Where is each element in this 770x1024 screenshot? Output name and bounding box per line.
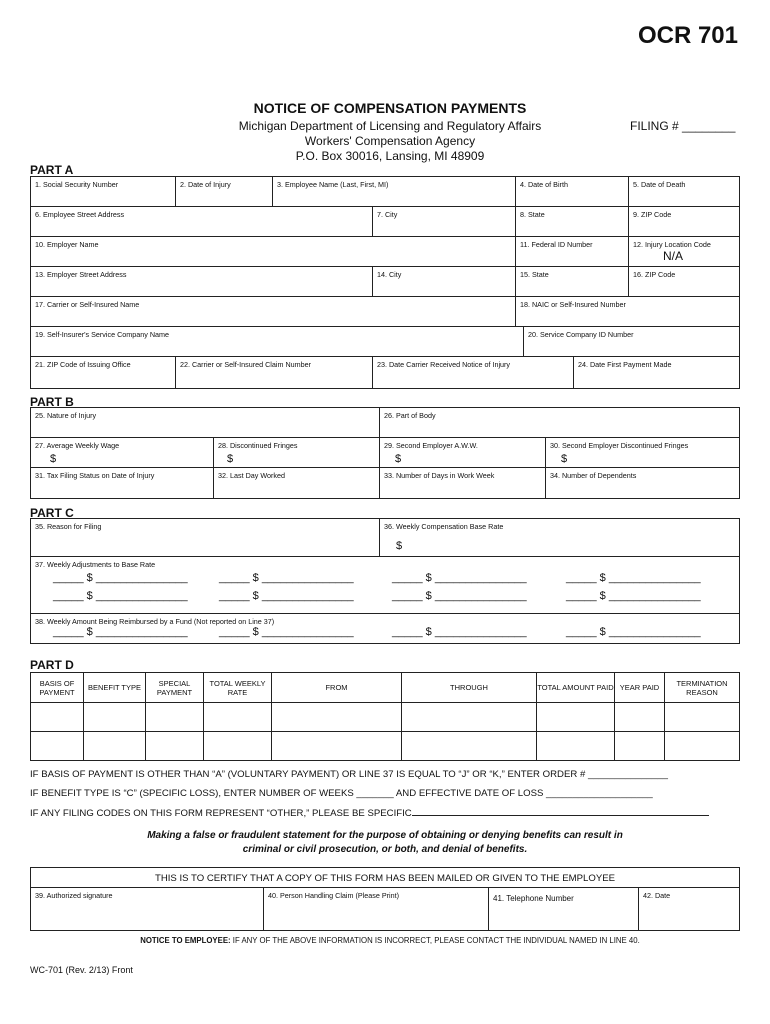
field-5-date-of-death[interactable]: 5. Date of Death (633, 180, 686, 189)
dollar-sign: $ (50, 453, 57, 465)
field-12-injury-location[interactable] (629, 237, 739, 266)
table-cell[interactable] (84, 732, 146, 761)
field-4-date-of-birth[interactable]: 4. Date of Birth (516, 177, 629, 206)
instruction-specific-loss: IF BENEFIT TYPE IS “C” (SPECIFIC LOSS), ENTER NUMBER OF WEEKS _______ AND EFFECTIVE DATE OF LOSS ____________________ (30, 788, 653, 799)
field-17-carrier-name[interactable]: 17. Carrier or Self-Insured Name (31, 297, 516, 326)
field-19-service-company[interactable]: 19. Self-Insurer's Service Company Name (31, 327, 524, 356)
table-cell[interactable] (537, 703, 615, 732)
field-32-last-day-worked[interactable]: 32. Last Day Worked (214, 468, 380, 498)
reimbursement-entry[interactable]: _____ $ _______________ (53, 626, 188, 638)
part-a-grid (30, 176, 740, 389)
field-42-date[interactable]: 42. Date (643, 891, 671, 900)
payment-table (30, 672, 740, 761)
reimbursement-entry[interactable]: _____ $ _______________ (566, 626, 701, 638)
col-benefit-type: BENEFIT TYPE (84, 673, 146, 703)
field-38-fund-reimbursement (31, 613, 739, 645)
form-title: NOTICE OF COMPENSATION PAYMENTS (253, 100, 527, 116)
col-from: FROM (272, 673, 402, 703)
field-8-state[interactable]: 8. State (516, 207, 629, 236)
field-37-label: 37. Weekly Adjustments to Base Rate (35, 560, 156, 569)
adjustment-entry[interactable]: _____ $ _______________ (219, 572, 354, 584)
field-34-dependents[interactable]: 34. Number of Dependents (550, 471, 637, 480)
agency-line-2: Workers' Compensation Agency (304, 134, 476, 148)
field-25-nature-of-injury[interactable]: 25. Nature of Injury (31, 408, 380, 437)
reimbursement-entry[interactable]: _____ $ _______________ (219, 626, 354, 638)
dollar-sign: $ (227, 453, 234, 465)
adjustment-entry[interactable]: _____ $ _______________ (53, 590, 188, 602)
part-b-heading: PART B (30, 395, 74, 409)
table-cell[interactable] (146, 732, 204, 761)
table-cell[interactable] (537, 732, 615, 761)
col-year-paid: YEAR PAID (615, 673, 665, 703)
field-30-label: 30. Second Employer Discontinued Fringes (550, 441, 689, 450)
field-35-reason-for-filing[interactable]: 35. Reason for Filing (31, 519, 380, 556)
field-12-value: N/A (663, 249, 684, 263)
table-row (31, 732, 740, 761)
table-cell[interactable] (402, 732, 537, 761)
reimbursement-entry[interactable]: _____ $ _______________ (392, 626, 527, 638)
field-24-first-payment[interactable]: 24. Date First Payment Made (578, 360, 672, 369)
dollar-sign: $ (395, 453, 402, 465)
field-33-days-in-work-week[interactable]: 33. Number of Days in Work Week (380, 468, 546, 498)
field-21-zip-issuing-office[interactable]: 21. ZIP Code of Issuing Office (31, 357, 176, 388)
table-cell[interactable] (665, 703, 740, 732)
adjustment-entry[interactable]: _____ $ _______________ (392, 572, 527, 584)
notice-label: NOTICE TO EMPLOYEE: (140, 936, 231, 945)
table-cell[interactable] (402, 703, 537, 732)
field-27-label: 27. Average Weekly Wage (35, 441, 120, 450)
certification-heading: THIS IS TO CERTIFY THAT A COPY OF THIS FORM HAS BEEN MAILED OR GIVEN TO THE EMPLOYEE (31, 868, 739, 888)
field-22-claim-number[interactable]: 22. Carrier or Self-Insured Claim Number (176, 357, 373, 388)
notice-text: IF ANY OF THE ABOVE INFORMATION IS INCORRECT, PLEASE CONTACT THE INDIVIDUAL NAMED IN LINE 40. (230, 936, 640, 945)
table-cell[interactable] (146, 703, 204, 732)
table-cell[interactable] (31, 703, 84, 732)
field-6-employee-address[interactable]: 6. Employee Street Address (31, 207, 373, 236)
instruction-other-codes (30, 807, 709, 819)
field-18-naic-number[interactable]: 18. NAIC or Self-Insured Number (520, 300, 626, 309)
field-12-label: 12. Injury Location Code (633, 240, 711, 249)
col-total-amount-paid: TOTAL AMOUNT PAID (537, 673, 615, 703)
part-d-heading: PART D (30, 658, 74, 672)
certification-box (30, 867, 740, 931)
table-row (31, 703, 740, 732)
field-27-avg-weekly-wage[interactable] (31, 438, 214, 467)
part-c-grid (30, 518, 740, 644)
field-37-adjustments (31, 557, 739, 613)
col-termination-reason: TERMINATION REASON (665, 673, 740, 703)
field-7-city[interactable]: 7. City (373, 207, 516, 236)
table-cell[interactable] (272, 703, 402, 732)
field-40-person-handling[interactable]: 40. Person Handling Claim (Please Print) (264, 888, 489, 930)
part-b-grid (30, 407, 740, 499)
field-23-date-received[interactable]: 23. Date Carrier Received Notice of Injury (373, 357, 574, 388)
table-cell[interactable] (615, 732, 665, 761)
field-28-label: 28. Discontinued Fringes (218, 441, 298, 450)
field-28-discontinued-fringes[interactable] (214, 438, 380, 467)
notice-to-employee (0, 936, 770, 945)
field-10-employer-name[interactable]: 10. Employer Name (31, 237, 516, 266)
table-cell[interactable] (615, 703, 665, 732)
field-1-ssn[interactable]: 1. Social Security Number (31, 177, 176, 206)
part-a-heading: PART A (30, 163, 74, 177)
agency-line-3: P.O. Box 30016, Lansing, MI 48909 (295, 149, 485, 163)
field-20-service-company-id[interactable]: 20. Service Company ID Number (528, 330, 634, 339)
table-cell[interactable] (31, 732, 84, 761)
form-id: OCR 701 (637, 22, 738, 49)
dollar-sign: $ (561, 453, 568, 465)
field-39-signature[interactable]: 39. Authorized signature (31, 888, 264, 930)
field-26-part-of-body[interactable]: 26. Part of Body (384, 411, 436, 420)
col-total-weekly-rate: TOTAL WEEKLY RATE (204, 673, 272, 703)
field-41-telephone[interactable]: 41. Telephone Number (489, 888, 639, 930)
filing-number[interactable]: FILING # ________ (630, 119, 736, 133)
instruction-other-label: IF ANY FILING CODES ON THIS FORM REPRESENT “OTHER,” PLEASE BE SPECIFIC (30, 808, 412, 819)
adjustment-entry[interactable]: _____ $ _______________ (219, 590, 354, 602)
dollar-sign: $ (396, 540, 403, 552)
table-cell[interactable] (272, 732, 402, 761)
field-30-second-employer-fringes[interactable] (546, 438, 739, 467)
table-cell[interactable] (204, 732, 272, 761)
warning-line-1: Making a false or fraudulent statement for the purpose of obtaining or denying benefits can result in (147, 830, 623, 841)
table-cell[interactable] (84, 703, 146, 732)
part-c-heading: PART C (30, 506, 74, 520)
instruction-order-number: IF BASIS OF PAYMENT IS OTHER THAN “A” (VOLUNTARY PAYMENT) OR LINE 37 IS EQUAL TO “J” OR “K,” ENTER ORDER # _______________ (30, 769, 668, 780)
field-3-employee-name[interactable]: 3. Employee Name (Last, First, MI) (273, 177, 516, 206)
agency-line-1: Michigan Department of Licensing and Regulatory Affairs (238, 119, 542, 133)
field-38-label: 38. Weekly Amount Being Reimbursed by a Fund (Not reported on Line 37) (35, 617, 275, 626)
col-basis-of-payment: BASIS OF PAYMENT (31, 673, 84, 703)
field-11-federal-id[interactable]: 11. Federal ID Number (516, 237, 629, 266)
field-29-label: 29. Second Employer A.W.W. (384, 441, 478, 450)
adjustment-entry[interactable]: _____ $ _______________ (53, 572, 188, 584)
field-29-second-employer-aww[interactable] (380, 438, 546, 467)
warning-line-2: criminal or civil prosecution, or both, and denial of benefits. (242, 844, 528, 855)
specify-blank[interactable] (412, 807, 709, 816)
adjustment-entry[interactable]: _____ $ _______________ (566, 572, 701, 584)
field-9-zip[interactable]: 9. ZIP Code (633, 210, 672, 219)
field-14-city[interactable]: 14. City (373, 267, 516, 296)
field-13-employer-address[interactable]: 13. Employer Street Address (31, 267, 373, 296)
field-2-date-of-injury[interactable]: 2. Date of Injury (176, 177, 273, 206)
adjustment-entry[interactable]: _____ $ _______________ (392, 590, 527, 602)
field-15-state[interactable]: 15. State (516, 267, 629, 296)
field-31-tax-filing-status[interactable]: 31. Tax Filing Status on Date of Injury (31, 468, 214, 498)
table-cell[interactable] (204, 703, 272, 732)
adjustment-entry[interactable]: _____ $ _______________ (566, 590, 701, 602)
field-36-label: 36. Weekly Compensation Base Rate (384, 522, 504, 531)
form-revision: WC-701 (Rev. 2/13) Front (30, 965, 133, 975)
field-16-zip[interactable]: 16. ZIP Code (633, 270, 676, 279)
field-36-weekly-base-rate[interactable] (380, 519, 739, 556)
col-special-payment: SPECIAL PAYMENT (146, 673, 204, 703)
col-through: THROUGH (402, 673, 537, 703)
table-cell[interactable] (665, 732, 740, 761)
